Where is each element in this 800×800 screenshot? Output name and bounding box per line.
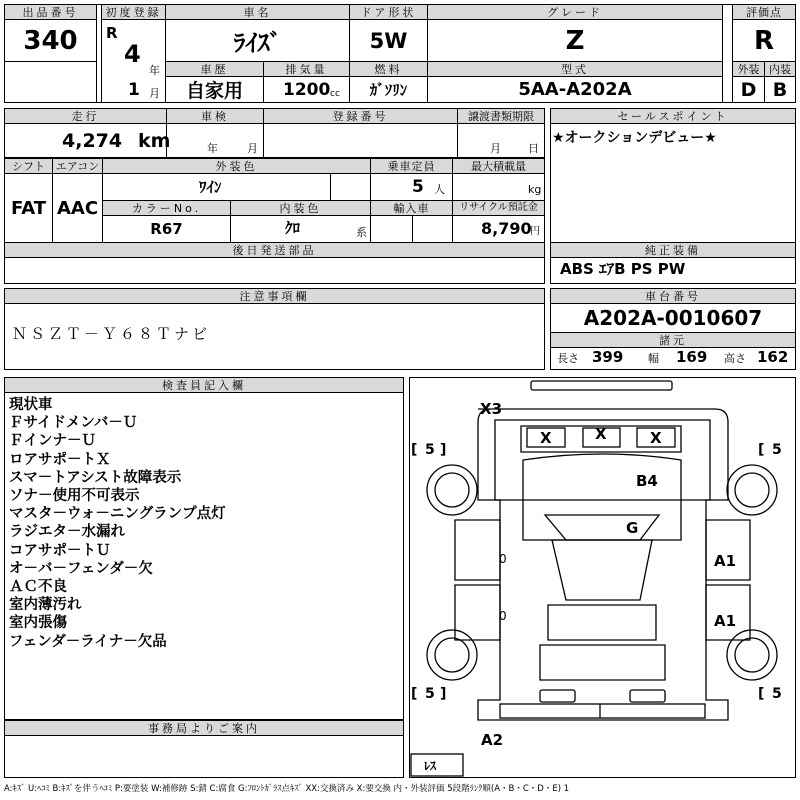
exterior-grade-label: 外装 — [732, 61, 765, 77]
mark-left-door-front: 0 — [499, 552, 507, 566]
mileage-label: 走行 — [4, 108, 167, 124]
mark-tire-fl: 5 — [425, 442, 435, 458]
max-load-label: 最大積載量 — [452, 158, 545, 174]
import-label: 輸入車 — [370, 200, 453, 216]
mark-left-door-rear: 0 — [499, 609, 507, 623]
lot-blank — [4, 61, 97, 103]
mark-tire-fr: 5 — [772, 442, 782, 458]
interior-grade-label: 内装 — [764, 61, 796, 77]
registration-number-label: 登録番号 — [263, 108, 458, 124]
office-notice-label: 事務局よりご案内 — [4, 720, 404, 736]
ac: AAC — [52, 173, 103, 243]
car-name-label: 車名 — [165, 4, 350, 20]
inspector-note: オ－バ－フェンダ－欠 — [9, 560, 153, 577]
displacement: 1200 — [283, 80, 331, 100]
registration-number-box — [263, 123, 458, 158]
svg-text:[: [ — [758, 686, 765, 702]
era-value: R — [106, 24, 118, 42]
inspector-note: ロアサポ－トＸ — [9, 451, 111, 468]
interior-color-unit: 系 — [356, 226, 367, 239]
capacity: 5 — [412, 177, 424, 197]
shift-label: シフト — [4, 158, 53, 174]
inspector-note: コアサポ－トＵ — [9, 542, 111, 559]
interior-color-label: 内装色 — [230, 200, 371, 216]
sales-point-label: セールスポイント — [550, 108, 796, 124]
inspector-note: ソナ－使用不可表示 — [9, 488, 140, 505]
exterior-color: ﾜｲﾝ — [199, 178, 222, 196]
displacement-unit: cc — [330, 89, 340, 99]
chassis-label: 車台番号 — [550, 288, 796, 304]
mark-glass-left: X — [540, 429, 552, 447]
inspector-note: フェンダ－ライナ－欠品 — [9, 633, 167, 650]
svg-text:[: [ — [758, 442, 765, 458]
car-diagram — [409, 377, 796, 778]
grade: Z — [427, 19, 723, 62]
mileage: 4,274 — [62, 130, 123, 152]
svg-text:]: ] — [440, 686, 447, 702]
svg-text:[: [ — [411, 442, 418, 458]
equipment: ABS ｴｱB PS PW — [560, 260, 686, 278]
inspection-year-unit: 年 — [207, 142, 218, 155]
displacement-label: 排気量 — [263, 61, 350, 77]
later-parts-label: 後日発送部品 — [4, 242, 545, 258]
chassis-number: A202A-0010607 — [550, 303, 796, 333]
legend: A:ｷｽﾞ U:ﾍｺﾐ B:ｷｽﾞを伴うﾍｺﾐ P:要塗装 W:補修跡 S:錆 C:腐食 G:ﾌﾛﾝﾄｶﾞﾗｽ点ｷｽﾞ XX:交換済み X:要交換 内・外装評価 5段階ﾗﾝｸ順(A・B・C・D・E) 1 — [4, 784, 570, 794]
capacity-label: 乗車定員 — [370, 158, 453, 174]
mark-glass-center: X — [595, 425, 607, 443]
transfer-deadline-label: 譲渡書類期限 — [457, 108, 545, 124]
exterior-color-divider — [330, 173, 331, 201]
inspector-note: Ｆサイドメンバ－Ｕ — [9, 415, 138, 432]
grade-label: グレード — [427, 4, 723, 20]
mark-right-rear-door: A1 — [714, 612, 737, 630]
first-registration-label: 初度登録 — [101, 4, 166, 20]
exterior-grade: D — [732, 76, 765, 103]
model-label: 型式 — [427, 61, 723, 77]
mileage-unit: km — [138, 130, 171, 152]
recycle-fee-unit: 円 — [530, 226, 540, 237]
length-label: 長さ — [557, 352, 579, 365]
svg-text:]: ] — [440, 442, 447, 458]
shift: FAT — [4, 173, 53, 243]
mark-spare: ﾚｽ — [424, 759, 437, 773]
inspector-note: ＡＣ不良 — [9, 579, 67, 596]
mark-hood: B4 — [636, 472, 658, 490]
width: 169 — [676, 348, 708, 366]
inspector-note: マスタ－ウォ－ニングランプ点灯 — [9, 506, 226, 523]
length: 399 — [592, 348, 624, 366]
inspector-note: 室内張傷 — [9, 615, 67, 632]
score-label: 評価点 — [732, 4, 796, 20]
mark-right-front-door: A1 — [714, 552, 737, 570]
history: 自家用 — [165, 76, 264, 103]
first-registration-year: 4 — [124, 40, 141, 68]
mark-rear-bumper: A2 — [481, 731, 504, 749]
caution-label: 注意事項欄 — [4, 288, 545, 304]
mark-glass-right: X — [650, 429, 662, 447]
sales-point-text: ★オークションデビュー★ — [552, 130, 717, 146]
inspector-notes-label: 検査員記入欄 — [4, 377, 404, 393]
mark-front-bumper: X3 — [480, 400, 503, 418]
inspector-note: 室内薄汚れ — [9, 597, 82, 614]
fuel-label: 燃料 — [349, 61, 428, 77]
inspector-note: 現状車 — [9, 397, 53, 413]
inspection-label: 車検 — [166, 108, 264, 124]
capacity-unit: 人 — [434, 183, 445, 196]
fuel: ｶﾞｿﾘﾝ — [349, 76, 428, 103]
inspector-note: Ｆインナ－Ｕ — [9, 433, 96, 450]
year-unit: 年 — [149, 64, 160, 77]
recycle-fee: 8,790 — [481, 219, 532, 238]
transfer-month-unit: 月 — [490, 142, 501, 155]
interior-color-box — [230, 215, 371, 243]
recycle-fee-label: リサイクル預託金 — [452, 200, 545, 216]
transfer-day-unit: 日 — [528, 142, 539, 155]
interior-color: ｸﾛ — [285, 219, 301, 237]
max-load-unit: kg — [528, 183, 542, 196]
first-registration-month: 1 — [128, 80, 140, 100]
inspection-month-unit: 月 — [247, 142, 258, 155]
height: 162 — [757, 348, 789, 366]
mark-tire-rr: 5 — [772, 686, 782, 702]
later-parts-box — [4, 257, 545, 284]
height-label: 高さ — [724, 352, 746, 365]
ac-label: エアコン — [52, 158, 103, 174]
lot-number: 340 — [4, 19, 97, 62]
car-name: ﾗｲｽﾞ — [165, 19, 350, 62]
import-divider — [412, 215, 413, 243]
door-type: 5W — [349, 19, 428, 62]
inspector-note: スマ－トアシスト故障表示 — [9, 469, 182, 486]
lot-number-label: 出品番号 — [4, 4, 97, 20]
mark-roof: G — [626, 519, 639, 537]
office-notice-box — [4, 735, 404, 778]
month-unit: 月 — [149, 87, 160, 100]
equipment-label: 純正装備 — [550, 242, 796, 258]
exterior-color-label: 外装色 — [102, 158, 371, 174]
spec-label: 諸元 — [550, 332, 796, 348]
interior-grade: B — [764, 76, 796, 103]
svg-text:[: [ — [411, 686, 418, 702]
mark-tire-rl: 5 — [425, 686, 435, 702]
inspector-notes-list — [9, 396, 226, 651]
color-number: R67 — [102, 215, 231, 243]
model: 5AA-A202A — [427, 76, 723, 103]
width-label: 幅 — [648, 352, 659, 365]
color-number-label: カラーNo. — [102, 200, 231, 216]
inspector-note: ラジエタ－水漏れ — [9, 524, 125, 541]
history-label: 車歴 — [165, 61, 264, 77]
caution-text: ＮＳＺＴ－Ｙ６８Ｔナビ — [12, 325, 211, 343]
score: R — [732, 19, 796, 62]
door-type-label: ドア形状 — [349, 4, 428, 20]
